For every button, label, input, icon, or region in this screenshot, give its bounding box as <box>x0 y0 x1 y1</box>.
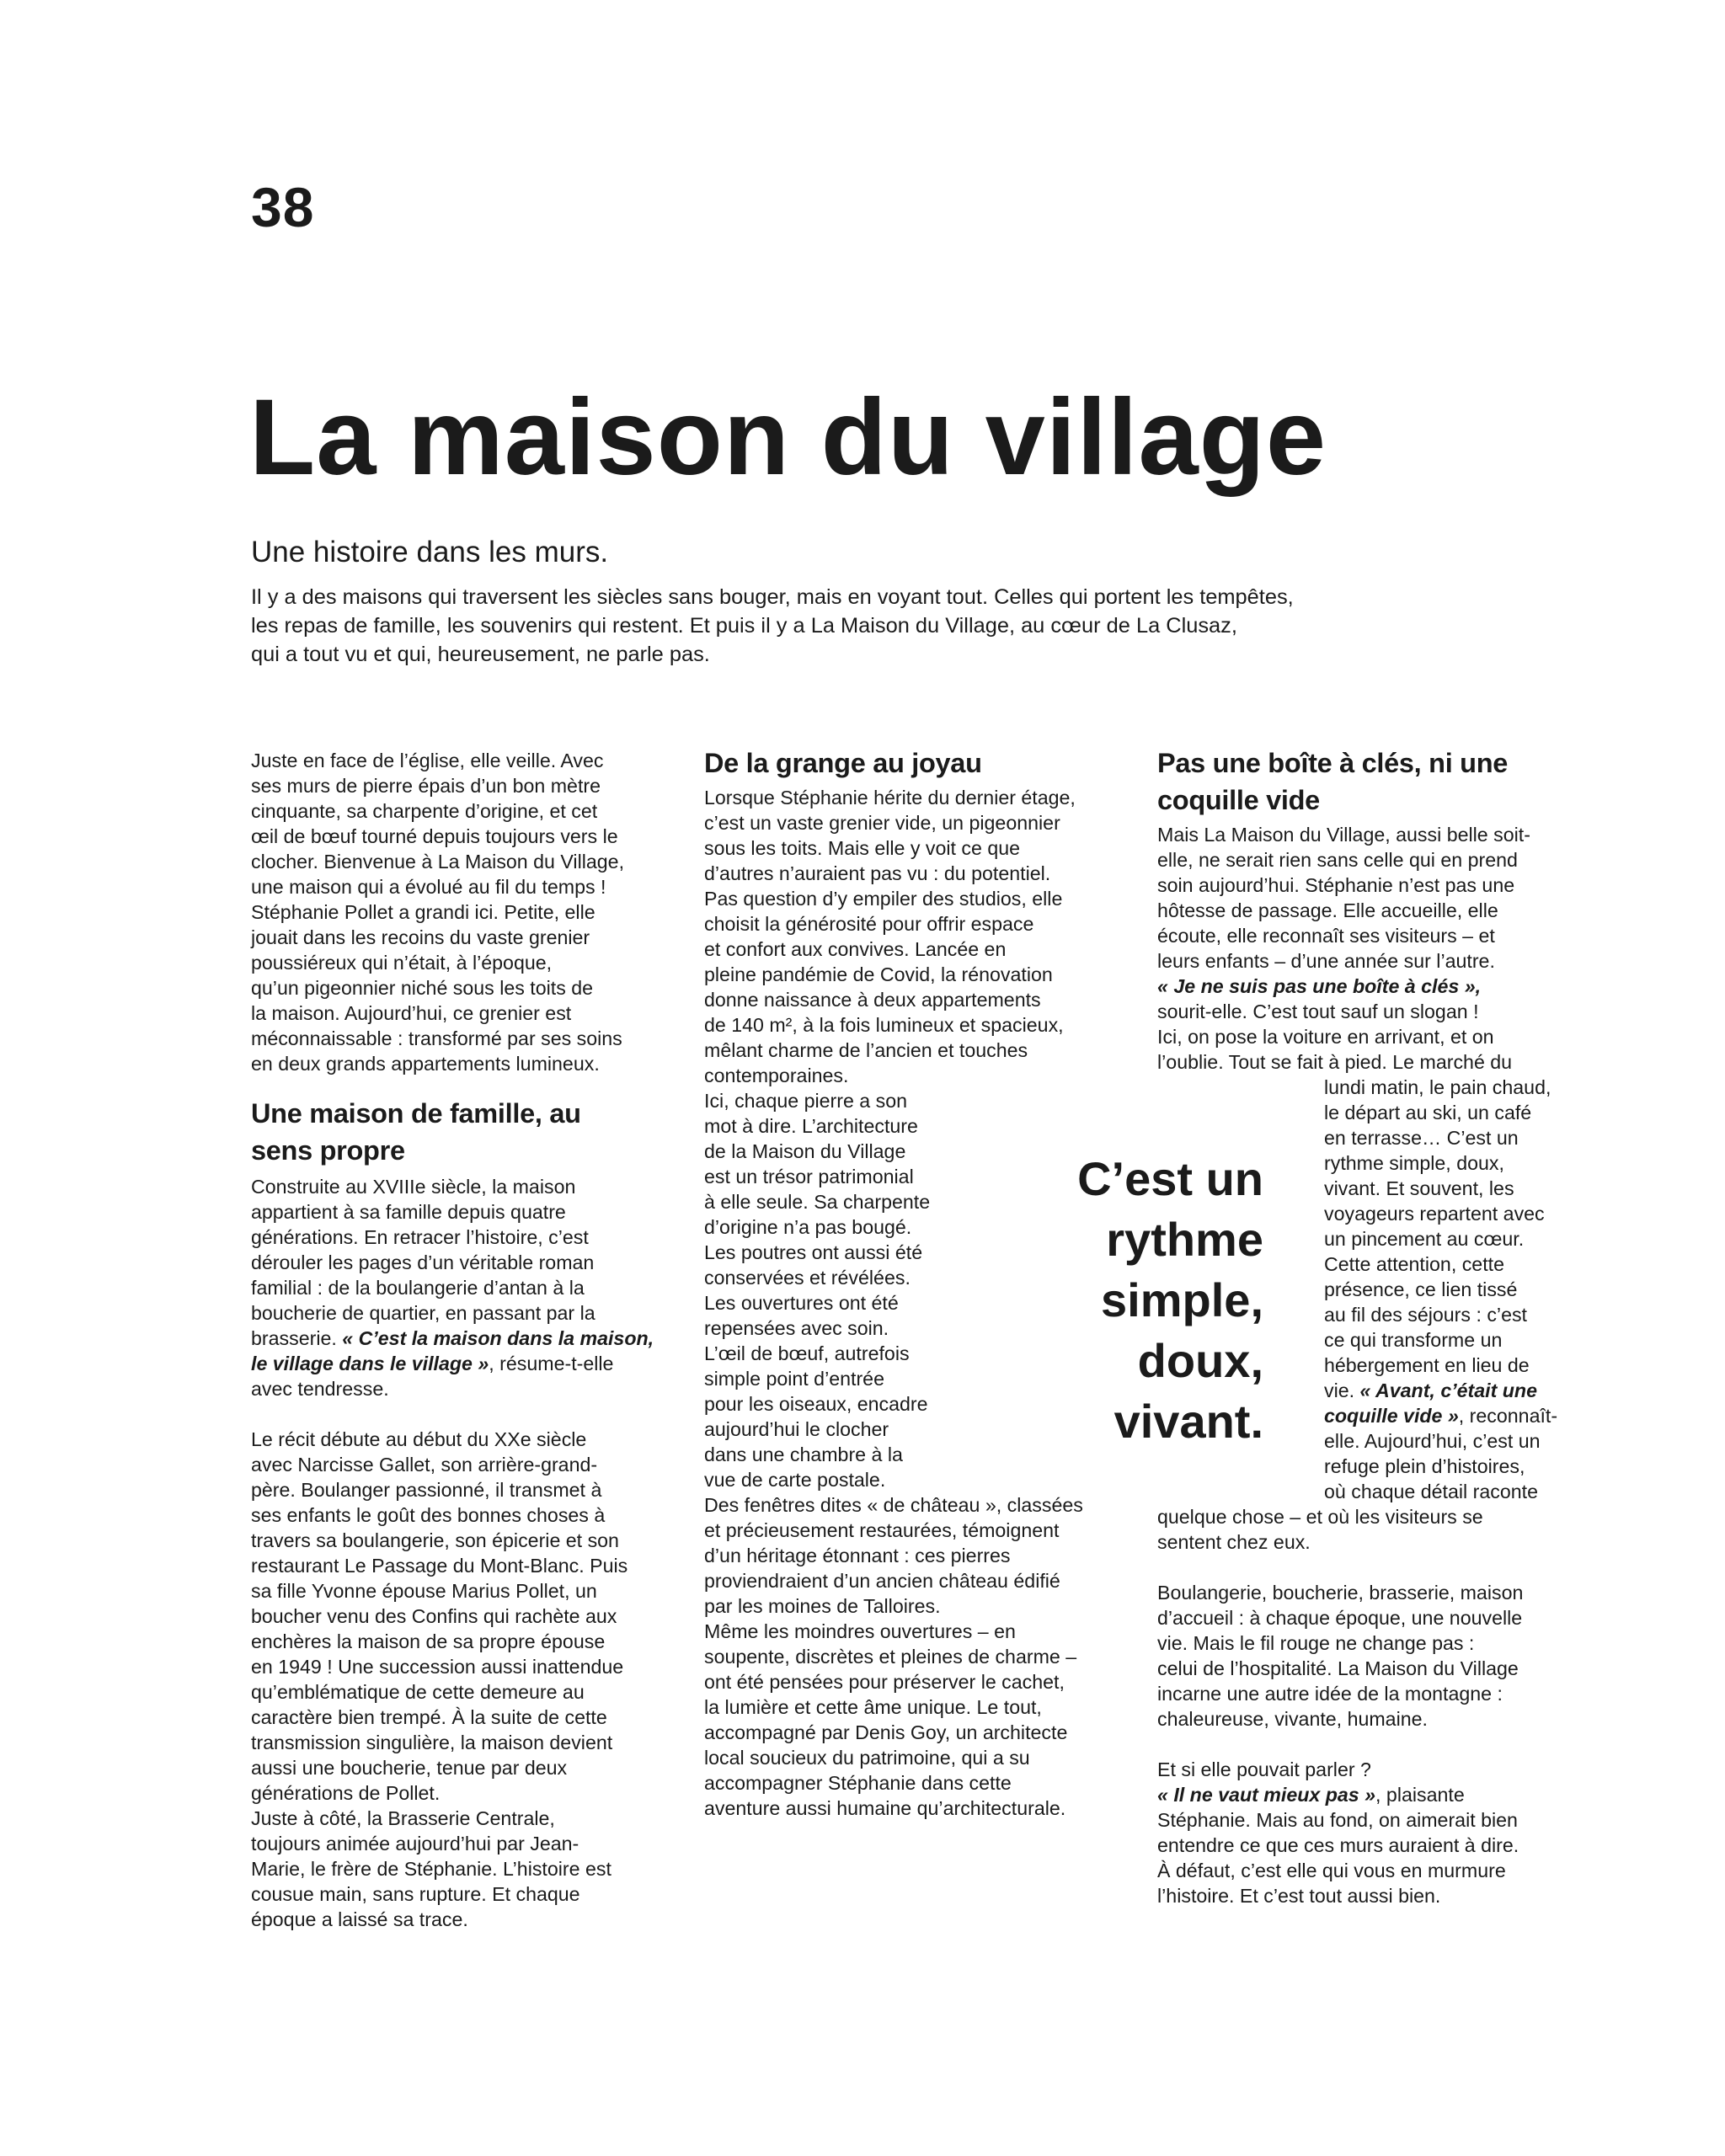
text-line: Marie, le frère de Stéphanie. L’histoire est <box>251 1858 611 1880</box>
text-line: le départ au ski, un café <box>1324 1102 1532 1123</box>
text-line: mêlant charme de l’ancien et touches <box>704 1039 1028 1061</box>
text-line: qu’emblématique de cette demeure au <box>251 1681 585 1703</box>
text-line: jouait dans les recoins du vaste grenier <box>251 926 590 948</box>
pull-quote-line: simple, <box>1101 1273 1263 1326</box>
text-line <box>251 1351 702 1376</box>
text-line: présence, ce lien tissé <box>1324 1278 1518 1300</box>
text-line: ont été pensées pour préserver le cachet, <box>704 1671 1065 1693</box>
text-line: enchères la maison de sa propre épouse <box>251 1630 606 1652</box>
text-line: vue de carte postale. <box>704 1469 886 1491</box>
quote-text: le village dans le village » <box>251 1353 489 1374</box>
text-line: familial : de la boulangerie d’antan à la <box>251 1277 585 1299</box>
text-line: travers sa boulangerie, son épicerie et son <box>251 1529 619 1551</box>
text-line: avec tendresse. <box>251 1378 389 1400</box>
text-line: repensées avec soin. <box>704 1317 889 1339</box>
page-number: 38 <box>251 176 315 238</box>
text-line: Stéphanie Pollet a grandi ici. Petite, elle <box>251 901 595 923</box>
text-line: incarne une autre idée de la montagne : <box>1157 1683 1503 1705</box>
text-line: de 140 m², à la fois lumineux et spacieux, <box>704 1014 1064 1036</box>
text-line: clocher. Bienvenue à La Maison du Village, <box>251 851 625 873</box>
quote-text: « Je ne suis pas une boîte à clés », <box>1157 975 1482 997</box>
text-line: appartient à sa famille depuis quatre <box>251 1201 566 1223</box>
text-line: dérouler les pages d’un véritable roman <box>251 1251 595 1273</box>
text-line: hôtesse de passage. Elle accueille, elle <box>1157 899 1498 921</box>
text-line: conservées et révélées. <box>704 1267 911 1289</box>
article-intro <box>251 583 1481 669</box>
text-line: Les ouvertures ont été <box>704 1292 899 1314</box>
text-line: par les moines de Talloires. <box>704 1595 941 1617</box>
text-line: Juste à côté, la Brasserie Centrale, <box>251 1807 555 1829</box>
text-line: ses enfants le goût des bonnes choses à <box>251 1504 606 1526</box>
text-line: celui de l’hospitalité. La Maison du Village <box>1157 1657 1519 1679</box>
text-line: en 1949 ! Une succession aussi inattendue <box>251 1656 624 1678</box>
text-line: et précieusement restaurées, témoignent <box>704 1519 1060 1541</box>
text-line: accompagner Stéphanie dans cette <box>704 1772 1012 1794</box>
text-line: aventure aussi humaine qu’architecturale. <box>704 1797 1066 1819</box>
text-run: vie. <box>1324 1380 1360 1401</box>
text-line: Juste en face de l’église, elle veille. Avec <box>251 750 604 771</box>
text-line: d’accueil : à chaque époque, une nouvelle <box>1157 1607 1523 1629</box>
text-line: de la Maison du Village <box>704 1140 906 1162</box>
text-line: soin aujourd’hui. Stéphanie n’est pas une <box>1157 874 1515 896</box>
text-line: l’oublie. Tout se fait à pied. Le marché du <box>1157 1051 1513 1073</box>
text-line: sous les toits. Mais elle y voit ce que <box>704 837 1021 859</box>
text-line: refuge plein d’histoires, <box>1324 1455 1525 1477</box>
text-line <box>1324 1378 1629 1403</box>
text-line: ce qui transforme un <box>1324 1329 1503 1351</box>
text-line: donne naissance à deux appartements <box>704 989 1041 1011</box>
text-line: à elle seule. Sa charpente <box>704 1191 931 1213</box>
text-line: d’origine n’a pas bougé. <box>704 1216 912 1238</box>
heading-line: sens propre <box>251 1135 405 1166</box>
text-line: Ici, on pose la voiture en arrivant, et on <box>1157 1026 1494 1048</box>
text-line: simple point d’entrée <box>704 1368 884 1390</box>
text-line: au fil des séjours : c’est <box>1324 1304 1528 1326</box>
text-line: hébergement en lieu de <box>1324 1354 1530 1376</box>
text-line: en terrasse… C’est un <box>1324 1127 1519 1149</box>
text-line <box>1157 974 1629 999</box>
text-line: Cette attention, cette <box>1324 1253 1504 1275</box>
text-line: pour les oiseaux, encadre <box>704 1393 928 1415</box>
col1-paragraph-1 <box>251 748 702 1076</box>
col2-heading: De la grange au joyau <box>704 748 982 778</box>
col3-paragraph-1 <box>1157 822 1629 1555</box>
text-line: Même les moindres ouvertures – en <box>704 1620 1016 1642</box>
text-line: pleine pandémie de Covid, la rénovation <box>704 963 1053 985</box>
text-line: générations. En retracer l’histoire, c’est <box>251 1226 589 1248</box>
text-line: chaleureuse, vivante, humaine. <box>1157 1708 1428 1730</box>
text-line: une maison qui a évolué au fil du temps ! <box>251 876 606 898</box>
text-line: aussi une boucherie, tenue par deux <box>251 1757 568 1779</box>
article-subtitle: Une histoire dans les murs. <box>251 536 609 568</box>
text-line: un pincement au cœur. <box>1324 1228 1525 1250</box>
heading-line: Pas une boîte à clés, ni une <box>1157 748 1509 778</box>
text-line: toujours animée aujourd’hui par Jean- <box>251 1833 579 1854</box>
article-title: La maison du village <box>249 377 1327 498</box>
col1-paragraph-2 <box>251 1174 702 1401</box>
text-line: qu’un pigeonnier niché sous les toits de <box>251 977 594 999</box>
text-line: avec Narcisse Gallet, son arrière-grand- <box>251 1454 598 1476</box>
text-line <box>1157 1782 1629 1807</box>
text-line: caractère bien trempé. À la suite de cette <box>251 1706 607 1728</box>
text-line: cinquante, sa charpente d’origine, et cet <box>251 800 598 822</box>
text-line: l’histoire. Et c’est tout aussi bien. <box>1157 1885 1441 1907</box>
intro-line: les repas de famille, les souvenirs qui restent. Et puis il y a La Maison du Village, au cœur de La Clusaz, <box>251 614 1237 638</box>
pull-quote-line: doux, <box>1137 1334 1263 1387</box>
pull-quote-line: rythme <box>1106 1213 1263 1266</box>
pull-quote-line: vivant. <box>1114 1395 1263 1448</box>
text-run: , reconnaît- <box>1458 1405 1558 1427</box>
text-line: accompagné par Denis Goy, un architecte <box>704 1721 1068 1743</box>
text-run: brasserie. <box>251 1327 343 1349</box>
text-line: boucherie de quartier, en passant par la <box>251 1302 595 1324</box>
pull-quote-line: C’est un <box>1077 1152 1263 1205</box>
col1-paragraph-3 <box>251 1427 702 1932</box>
text-line: L’œil de bœuf, autrefois <box>704 1342 910 1364</box>
text-line: en deux grands appartements lumineux. <box>251 1053 600 1075</box>
text-line: transmission singulière, la maison devient <box>251 1732 613 1753</box>
text-line: Boulangerie, boucherie, brasserie, maison <box>1157 1582 1524 1604</box>
text-line: Lorsque Stéphanie hérite du dernier étage, <box>704 787 1076 808</box>
col3-paragraph-3 <box>1157 1757 1629 1908</box>
text-line: c’est un vaste grenier vide, un pigeonnier <box>704 812 1060 834</box>
text-line: cousue main, sans rupture. Et chaque <box>251 1883 580 1905</box>
text-line: époque a laissé sa trace. <box>251 1908 468 1930</box>
text-line: vivant. Et souvent, les <box>1324 1177 1514 1199</box>
text-line: générations de Pollet. <box>251 1782 441 1804</box>
text-line: choisit la générosité pour offrir espace <box>704 913 1034 935</box>
text-line: voyageurs repartent avec <box>1324 1203 1545 1225</box>
quote-text: « C’est la maison dans la maison, <box>342 1327 654 1349</box>
text-line: Pas question d’y empiler des studios, elle <box>704 888 1063 910</box>
text-line: lundi matin, le pain chaud, <box>1324 1076 1551 1098</box>
text-line <box>1324 1403 1629 1428</box>
text-line: Construite au XVIIIe siècle, la maison <box>251 1176 576 1198</box>
text-line: œil de bœuf tourné depuis toujours vers le <box>251 825 618 847</box>
text-line: et confort aux convives. Lancée en <box>704 938 1007 960</box>
text-line: vie. Mais le fil rouge ne change pas : <box>1157 1632 1475 1654</box>
text-line: leurs enfants – d’une année sur l’autre. <box>1157 950 1495 972</box>
text-line <box>251 1326 702 1351</box>
text-line: elle, ne serait rien sans celle qui en prend <box>1157 849 1518 871</box>
text-line: Et si elle pouvait parler ? <box>1157 1758 1371 1780</box>
text-line: boucher venu des Confins qui rachète aux <box>251 1605 617 1627</box>
intro-line: qui a tout vu et qui, heureusement, ne parle pas. <box>251 643 710 666</box>
text-line: elle. Aujourd’hui, c’est un <box>1324 1430 1541 1452</box>
text-line: d’un héritage étonnant : ces pierres <box>704 1545 1011 1566</box>
col3-heading <box>1157 744 1629 819</box>
text-line: la maison. Aujourd’hui, ce grenier est <box>251 1002 572 1024</box>
text-line: quelque chose – et où les visiteurs se <box>1157 1506 1483 1528</box>
text-line: écoute, elle reconnaît ses visiteurs – et <box>1157 925 1495 947</box>
text-line: aujourd’hui le clocher <box>704 1418 889 1440</box>
text-line: où chaque détail raconte <box>1324 1481 1538 1502</box>
text-line: ses murs de pierre épais d’un bon mètre <box>251 775 601 797</box>
text-line: sa fille Yvonne épouse Marius Pollet, un <box>251 1580 597 1602</box>
text-line: soupente, discrètes et pleines de charme – <box>704 1646 1077 1668</box>
text-line: d’autres n’auraient pas vu : du potentiel. <box>704 862 1051 884</box>
col3-paragraph-2 <box>1157 1580 1629 1732</box>
text-run: , plaisante <box>1375 1784 1465 1806</box>
col1-heading <box>251 1095 702 1169</box>
text-line: la lumière et cette âme unique. Le tout, <box>704 1696 1042 1718</box>
quote-text: « Avant, c’était une <box>1359 1380 1537 1401</box>
text-line: sentent chez eux. <box>1157 1531 1311 1553</box>
text-line: poussiéreux qui n’était, à l’époque, <box>251 952 553 974</box>
text-run: , résume-t-elle <box>489 1353 614 1374</box>
text-line: Ici, chaque pierre a son <box>704 1090 908 1112</box>
text-line: mot à dire. L’architecture <box>704 1115 918 1137</box>
text-line: Le récit débute au début du XXe siècle <box>251 1428 587 1450</box>
text-line: est un trésor patrimonial <box>704 1166 914 1187</box>
text-line: restaurant Le Passage du Mont-Blanc. Puis <box>251 1555 628 1577</box>
text-line: proviendraient d’un ancien château édifié <box>704 1570 1060 1592</box>
text-line: local soucieux du patrimoine, qui a su <box>704 1747 1030 1769</box>
text-line: sourit-elle. C’est tout sauf un slogan ! <box>1157 1001 1479 1022</box>
text-line: contemporaines. <box>704 1065 849 1086</box>
text-line: À défaut, c’est elle qui vous en murmure <box>1157 1860 1506 1881</box>
column-3 <box>1157 744 1629 1908</box>
quote-text: « Il ne vaut mieux pas » <box>1157 1784 1376 1806</box>
heading-line: Une maison de famille, au <box>251 1098 581 1129</box>
text-line: Mais La Maison du Village, aussi belle soit- <box>1157 824 1530 846</box>
text-line: Les poutres ont aussi été <box>704 1241 923 1263</box>
text-line: rythme simple, doux, <box>1324 1152 1504 1174</box>
text-line: dans une chambre à la <box>704 1444 903 1465</box>
intro-line: Il y a des maisons qui traversent les siècles sans bouger, mais en voyant tout. Celles qui portent les tempêtes, <box>251 585 1294 609</box>
text-line: méconnaissable : transformé par ses soins <box>251 1027 622 1049</box>
text-line: entendre ce que ces murs auraient à dire. <box>1157 1834 1519 1856</box>
quote-text: coquille vide » <box>1324 1405 1459 1427</box>
text-line: Stéphanie. Mais au fond, on aimerait bien <box>1157 1809 1518 1831</box>
text-line: père. Boulanger passionné, il transmet à <box>251 1479 602 1501</box>
text-line: Des fenêtres dites « de château », classées <box>704 1494 1083 1516</box>
column-1 <box>251 748 702 1932</box>
heading-line: coquille vide <box>1157 785 1320 815</box>
